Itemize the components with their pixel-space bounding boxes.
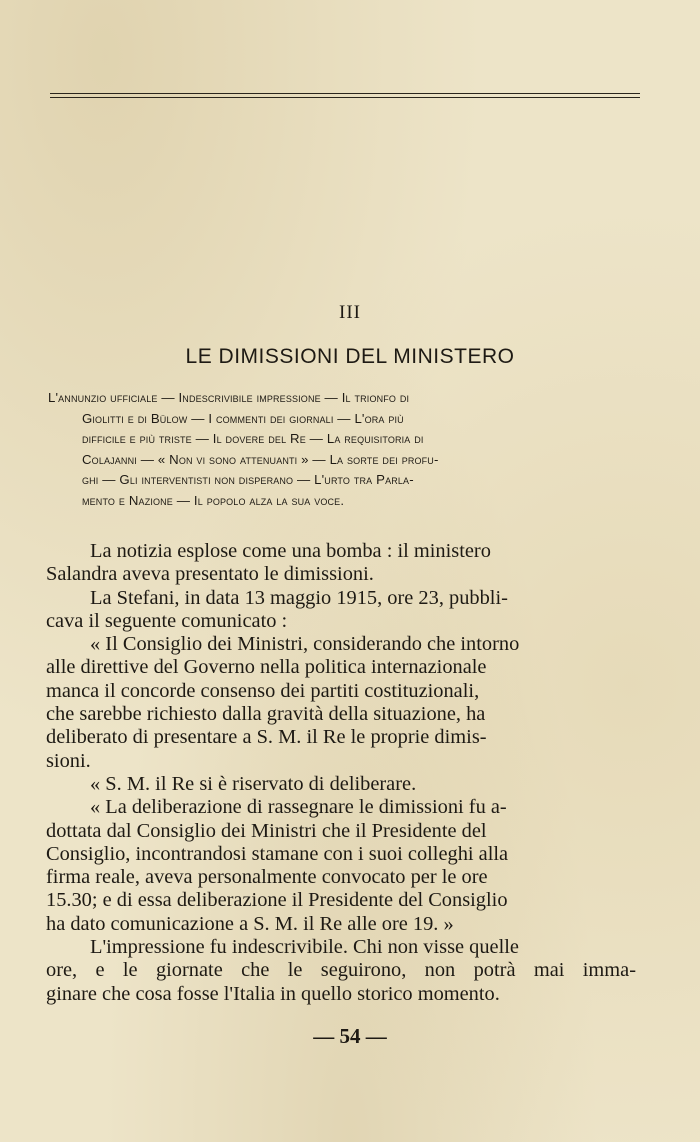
text-line: « La deliberazione di rassegnare le dimissioni fu a- xyxy=(90,796,507,819)
text-line: cava il seguente comunicato : xyxy=(46,609,288,632)
text-line: « Il Consiglio dei Ministri, considerando che intorno xyxy=(90,633,520,656)
text-line: « S. M. il Re si è riservato di deliberare. xyxy=(90,772,417,795)
text-line: manca il concorde consenso dei partiti costituzionali, xyxy=(46,679,480,702)
summary-line: difficile e più triste — Il dovere del Re — La requisitoria di xyxy=(82,431,424,446)
top-double-rule xyxy=(50,93,640,98)
text-line: dottata dal Consiglio dei Ministri che il Presidente del xyxy=(46,819,487,842)
chapter-title: LE DIMISSIONI DEL MINISTERO xyxy=(185,345,515,368)
text-line: Consiglio, incontrandosi stamane con i suoi colleghi alla xyxy=(46,842,509,865)
text-line: firma reale, aveva personalmente convocato per le ore xyxy=(46,866,488,889)
chapter-summary xyxy=(48,388,640,511)
page-number: — 54 — xyxy=(313,1024,387,1048)
body-text xyxy=(46,540,636,1006)
text-line: ginare che cosa fosse l'Italia in quello storico momento. xyxy=(46,982,500,1005)
text-line: alle direttive del Governo nella politica internazionale xyxy=(46,656,487,679)
summary-line: Giolitti e di Bülow — I commenti dei giornali — L'ora più xyxy=(82,410,404,426)
summary-line: ghi — Gli interventisti non disperano — L'urto tra Parla- xyxy=(82,472,414,487)
summary-line: Colajanni — « Non vi sono attenuanti » — La sorte dei profu- xyxy=(82,451,439,467)
summary-line: mento e Nazione — Il popolo alza la sua voce. xyxy=(82,492,345,508)
chapter-number: III xyxy=(339,302,361,323)
text-line: ore, e le giornate che le seguirono, non potrà mai imma- xyxy=(46,959,636,982)
text-line: sioni. xyxy=(46,749,91,772)
text-line: La Stefani, in data 13 maggio 1915, ore 23, pubbli- xyxy=(90,586,508,609)
summary-line: L'annunzio ufficiale — Indescrivibile impressione — Il trionfo di xyxy=(48,390,410,405)
text-line: ha dato comunicazione a S. M. il Re alle ore 19. » xyxy=(46,912,454,935)
text-line: 15.30; e di essa deliberazione il Presidente del Consiglio xyxy=(46,889,508,912)
text-line: che sarebbe richiesto dalla gravità della situazione, ha xyxy=(46,703,486,726)
text-line: Salandra aveva presentato le dimissioni. xyxy=(46,563,374,586)
text-line: La notizia esplose come una bomba : il ministero xyxy=(90,540,491,562)
text-line: L'impressione fu indescrivibile. Chi non visse quelle xyxy=(90,936,519,959)
text-line: deliberato di presentare a S. M. il Re le proprie dimis- xyxy=(46,726,487,749)
